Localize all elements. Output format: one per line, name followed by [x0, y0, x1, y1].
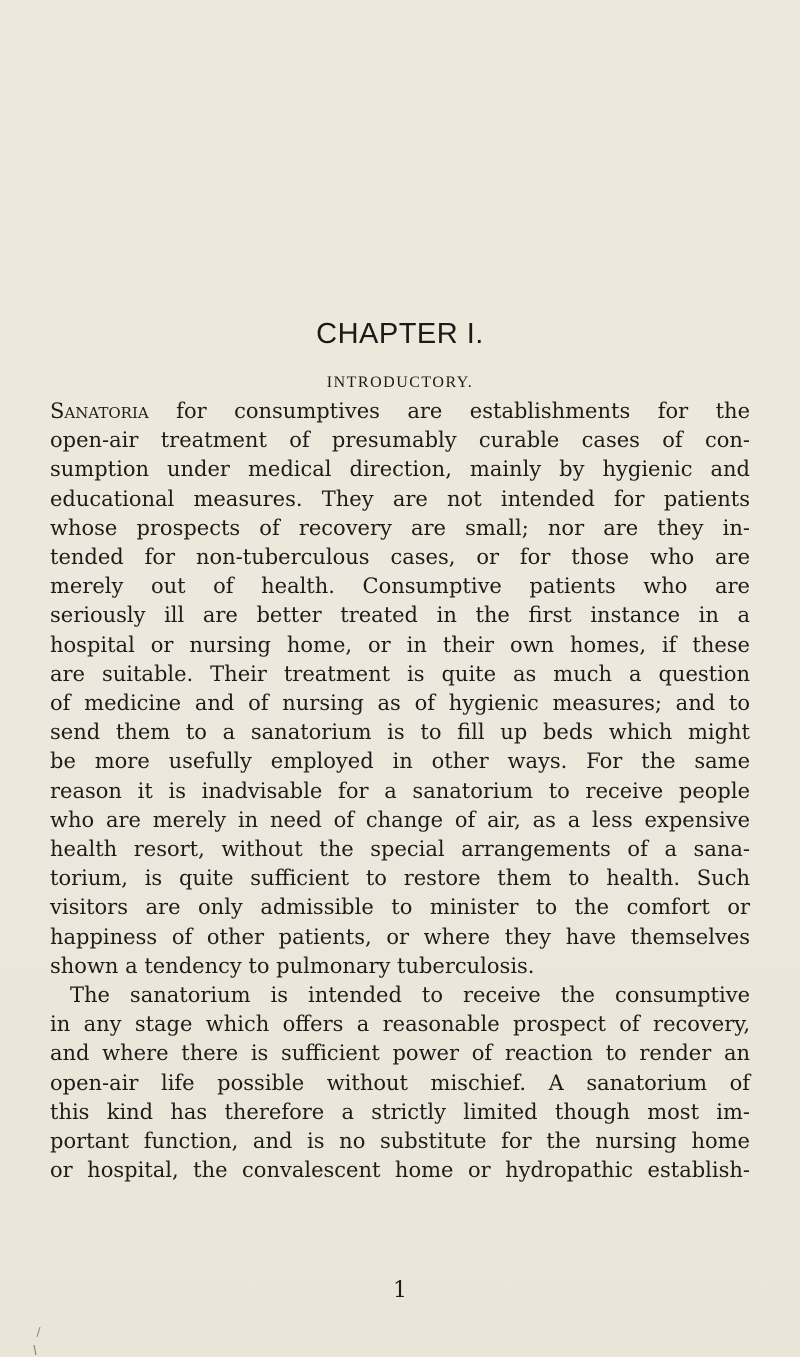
text-line: Sanatoria for consumptives are establishments for the	[50, 399, 750, 423]
text-line: and where there is sufficient power of reaction to render an	[50, 1041, 750, 1066]
section-heading: INTRODUCTORY.	[326, 374, 474, 391]
text-line: tended for non-tuberculous cases, or for those who are	[50, 545, 750, 570]
text-line: be more usefully employed in other ways. For the same	[50, 749, 750, 774]
text-line: merely out of health. Consumptive patients who are	[50, 574, 750, 599]
text-line: open-air life possible without mischief. A sanatorium of	[50, 1070, 750, 1095]
text-line: shown a tendency to pulmonary tuberculosis.	[50, 953, 535, 978]
text-line: or hospital, the convalescent home or hydropathic establish-	[50, 1158, 750, 1183]
text-line: happiness of other patients, or where they have themselves	[50, 924, 750, 949]
page-number: 1	[393, 1278, 407, 1303]
text-line: torium, is quite sufficient to restore them to health. Such	[50, 866, 750, 891]
text-line: health resort, without the special arrangements of a sana-	[50, 837, 750, 862]
text-line: of medicine and of nursing as of hygienic measures; and to	[50, 691, 750, 716]
text-line: open-air treatment of presumably curable cases of con-	[50, 428, 750, 453]
text-line: portant function, and is no substitute for the nursing home	[50, 1129, 750, 1154]
text-line: reason it is inadvisable for a sanatorium to receive people	[50, 778, 750, 803]
text-line: The sanatorium is intended to receive the consumptive	[70, 983, 750, 1008]
text-line: are suitable. Their treatment is quite as much a question	[50, 661, 750, 686]
text-line: educational measures. They are not intended for patients	[50, 486, 750, 511]
text-line: sumption under medical direction, mainly by hygienic and	[50, 457, 750, 482]
text-line: visitors are only admissible to minister to the comfort or	[50, 895, 750, 920]
text-line: hospital or nursing home, or in their own homes, if these	[50, 632, 750, 657]
text-line: seriously ill are better treated in the first instance in a	[50, 603, 750, 628]
text-line: in any stage which offers a reasonable prospect of recovery,	[50, 1012, 750, 1037]
lead-word: Sanatoria	[50, 399, 149, 423]
text-line: this kind has therefore a strictly limited though most im-	[50, 1099, 750, 1124]
text-line: send them to a sanatorium is to fill up beds which might	[50, 720, 750, 745]
text-line: whose prospects of recovery are small; nor are they in-	[50, 515, 750, 540]
chapter-heading: CHAPTER I.	[316, 318, 484, 350]
text-line: who are merely in need of change of air, as a less expensive	[50, 807, 750, 832]
